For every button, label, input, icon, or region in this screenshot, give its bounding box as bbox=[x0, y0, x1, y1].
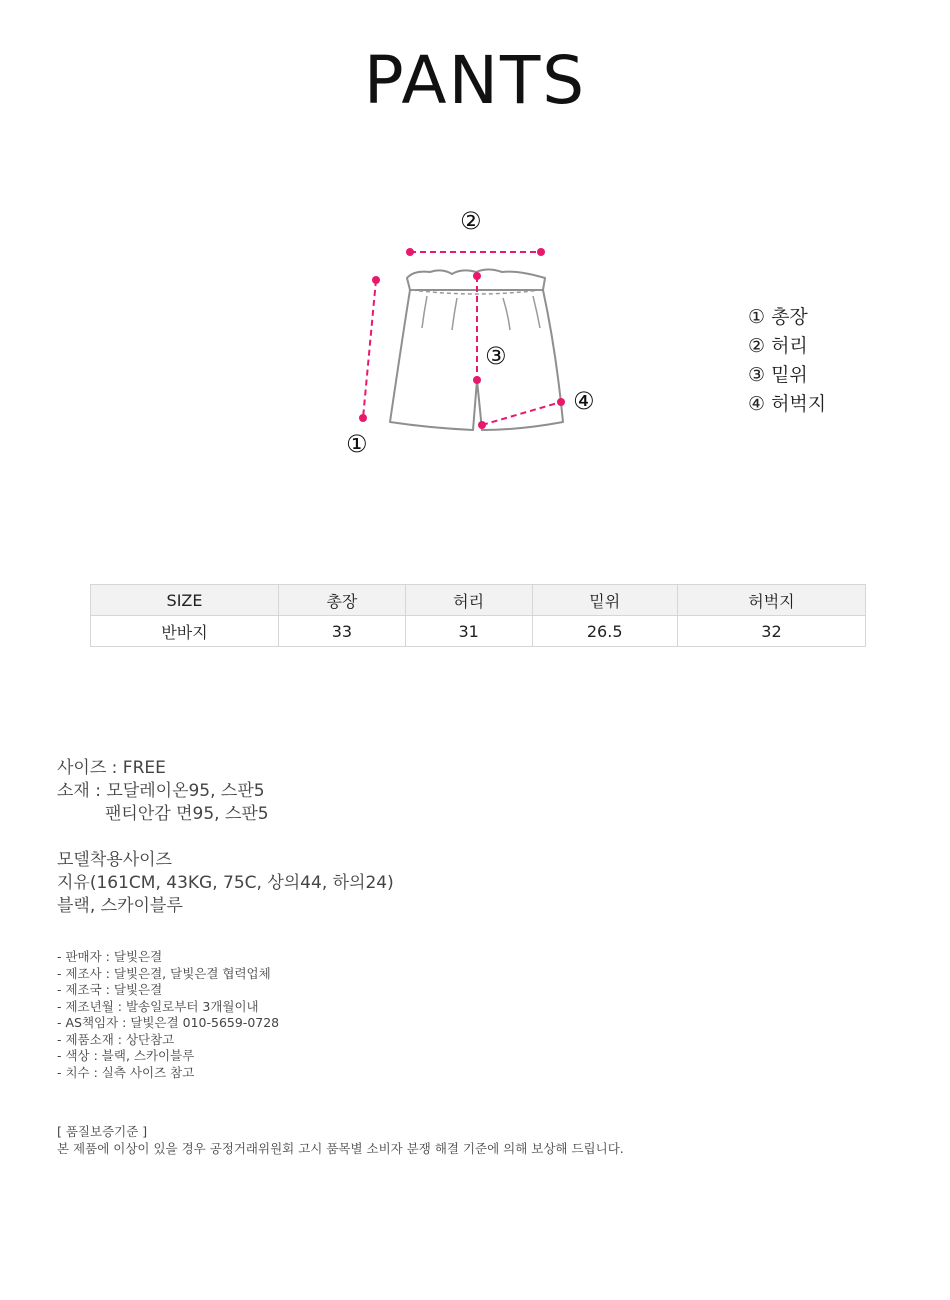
table-row bbox=[91, 616, 866, 647]
quality-text: 본 제품에 이상이 있을 경우 공정거래위원회 고시 품목별 소비자 분쟁 해결 기준에 의해 보상해 드립니다. bbox=[57, 1141, 624, 1156]
product-notes bbox=[57, 949, 279, 1081]
cell-thigh: 32 bbox=[677, 616, 865, 647]
legend-item: ④ 허벅지 bbox=[748, 393, 827, 415]
size-text: 사이즈 : FREE bbox=[57, 758, 166, 778]
note-item: - 판매자 : 달빛은결 bbox=[57, 949, 163, 964]
note-item: - 제품소재 : 상단참고 bbox=[57, 1031, 175, 1047]
colors-text: 블랙, 스카이블루 bbox=[57, 896, 183, 916]
model-size-text: 지유(161CM, 43KG, 75C, 상의44, 하의24) bbox=[57, 873, 394, 893]
marker-4: ④ bbox=[573, 387, 595, 415]
note-item: - 제조국 : 달빛은결 bbox=[57, 982, 163, 997]
quality-guarantee bbox=[57, 1123, 624, 1157]
size-table-header-row bbox=[91, 585, 866, 616]
header-waist: 허리 bbox=[405, 585, 532, 616]
measure-dot bbox=[359, 414, 367, 422]
cell-waist: 31 bbox=[405, 616, 532, 647]
page-title: PANTS bbox=[363, 42, 587, 119]
header-rise: 밑위 bbox=[532, 585, 677, 616]
material-text: 소재 : 모달레이온95, 스판5 bbox=[57, 781, 265, 801]
shorts-measurement-diagram bbox=[330, 190, 620, 470]
measure-dot bbox=[406, 248, 414, 256]
size-table bbox=[90, 584, 866, 647]
lining-material-text: 팬티안감 면95, 스판5 bbox=[105, 804, 269, 824]
header-size: SIZE bbox=[91, 585, 279, 616]
legend-item: ② 허리 bbox=[748, 335, 808, 357]
legend-item: ① 총장 bbox=[748, 306, 808, 328]
measure-line-total-length bbox=[363, 280, 376, 418]
note-item: - AS책임자 : 달빛은결 010-5659-0728 bbox=[57, 1015, 280, 1030]
header-total-length: 총장 bbox=[279, 585, 406, 616]
measure-dot bbox=[557, 398, 565, 406]
cell-rise: 26.5 bbox=[532, 616, 677, 647]
note-item: - 치수 : 실측 사이즈 참고 bbox=[57, 1064, 195, 1080]
legend-item: ③ 밑위 bbox=[748, 364, 808, 386]
note-item: - 제조사 : 달빛은결, 달빛은결 협력업체 bbox=[57, 965, 271, 981]
measure-dot bbox=[478, 421, 486, 429]
note-item: - 제조년월 : 발송일로부터 3개월이내 bbox=[57, 998, 259, 1014]
quality-title: [ 품질보증기준 ] bbox=[57, 1124, 148, 1139]
measure-dot bbox=[537, 248, 545, 256]
marker-2: ② bbox=[460, 207, 482, 235]
marker-3: ③ bbox=[485, 342, 507, 370]
cell-total-length: 33 bbox=[279, 616, 406, 647]
marker-1: ① bbox=[346, 430, 368, 458]
header-thigh: 허벅지 bbox=[677, 585, 865, 616]
note-item: - 색상 : 블랙, 스카이블루 bbox=[57, 1048, 195, 1063]
cell-size: 반바지 bbox=[91, 616, 279, 647]
measure-dot bbox=[372, 276, 380, 284]
pleat-lines bbox=[422, 296, 540, 330]
model-size-title: 모델착용사이즈 bbox=[57, 850, 172, 870]
measure-line-thigh bbox=[482, 402, 561, 425]
product-info bbox=[57, 757, 394, 918]
measure-dot bbox=[473, 272, 481, 280]
measurement-legend bbox=[748, 303, 826, 419]
measure-dot bbox=[473, 376, 481, 384]
